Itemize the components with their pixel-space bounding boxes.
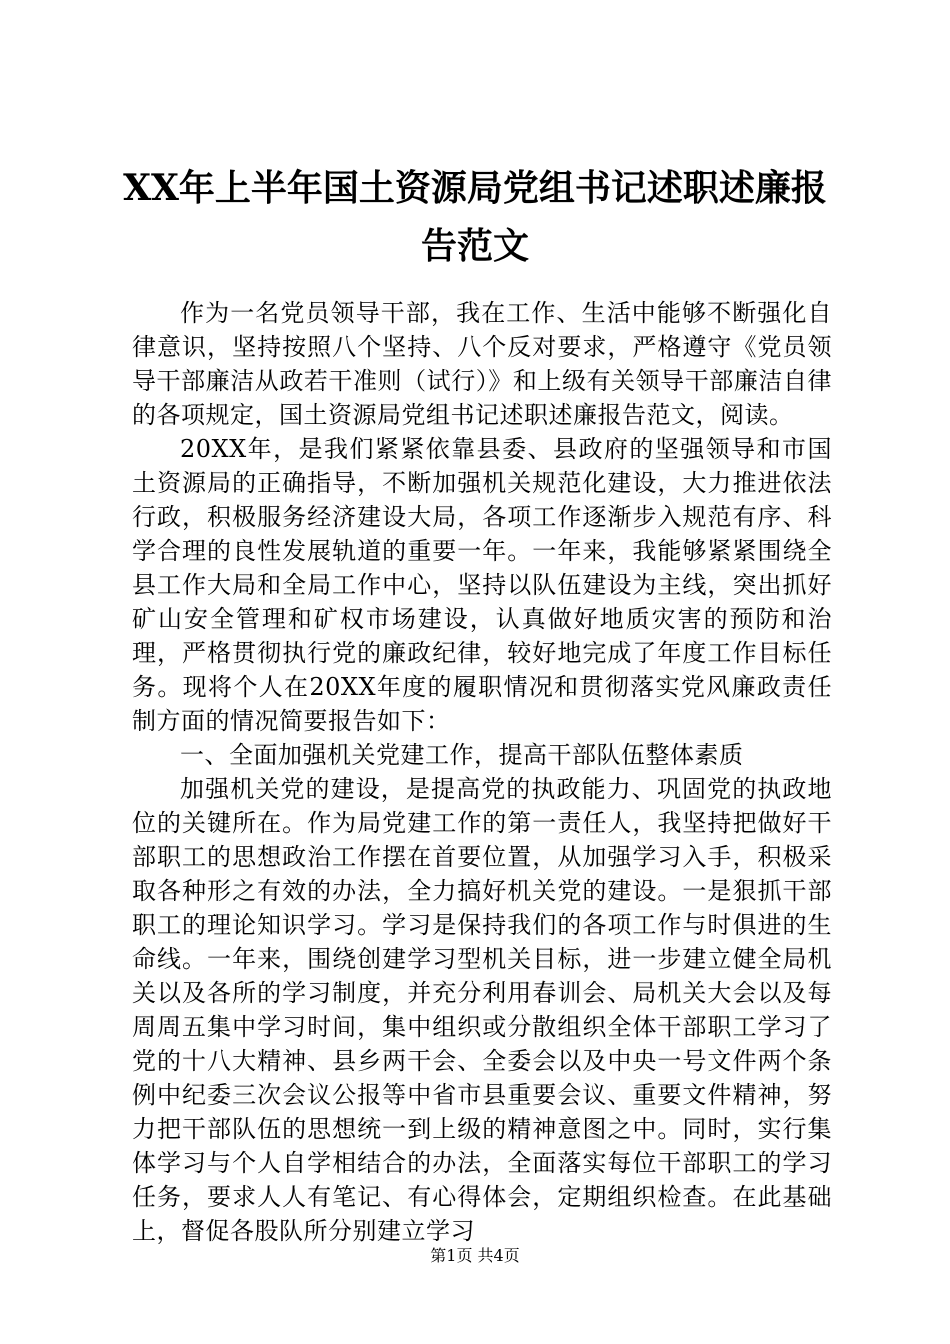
section-heading-1: 一、全面加强机关党建工作，提高干部队伍整体素质 (180, 741, 744, 769)
document-body (132, 296, 832, 1248)
paragraph-intro: 作为一名党员领导干部，我在工作、生活中能够不断强化自律意识，坚持按照八个坚持、八个反对要求，严格遵守《党员领导干部廉洁从政若干准则（试行）》和上级有关领导干部廉洁自律的各项规定，国土资源局党组书记述职述廉报告范文，阅读。 (132, 299, 832, 429)
paragraph-overview: 20XX年，是我们紧紧依靠县委、县政府的坚强领导和市国土资源局的正确指导，不断加强机关规范化建设，大力推进依法行政，积极服务经济建设大局，各项工作逐渐步入规范有序、科学合理的良性发展轨道的重要一年。一年来，我能够紧紧围绕全县工作大局和全局工作中心，坚持以队伍建设为主线，突出抓好矿山安全管理和矿权市场建设，认真做好地质灾害的预防和治理，严格贯彻执行党的廉政纪律，较好地完成了年度工作目标任务。现将个人在20XX年度的履职情况和贯彻落实党风廉政责任制方面的情况简要报告如下： (132, 435, 832, 735)
page-number-footer: 第1页 共4页 (430, 1246, 520, 1265)
document-title-line-2: 告范文 (420, 225, 529, 267)
paragraph-party-building: 加强机关党的建设，是提高党的执政能力、巩固党的执政地位的关键所在。作为局党建工作的第一责任人，我坚持把做好干部职工的思想政治工作摆在首要位置，从加强学习入手，积极采取各种形之有效的办法，全力搞好机关党的建设。一是狠抓干部职工的理论知识学习。学习是保持我们的各项工作与时俱进的生命线。一年来，围绕创建学习型机关目标，进一步建立健全局机关以及各所的学习制度，并充分利用春训会、局机关大会以及每周周五集中学习时间，集中组织或分散组织全体干部职工学习了党的十八大精神、县乡两干会、全委会以及中央一号文件两个条例中纪委三次会议公报等中省市县重要会议、重要文件精神，努力把干部队伍的思想统一到上级的精神意图之中。同时，实行集体学习与个人自学相结合的办法，全面落实每位干部职工的学习任务，要求人人有笔记、有心得体会，定期组织检查。在此基础上，督促各股队所分别建立学习 (132, 775, 832, 1245)
document-title-line-1: XX年上半年国土资源局党组书记述职述廉报 (123, 167, 827, 209)
